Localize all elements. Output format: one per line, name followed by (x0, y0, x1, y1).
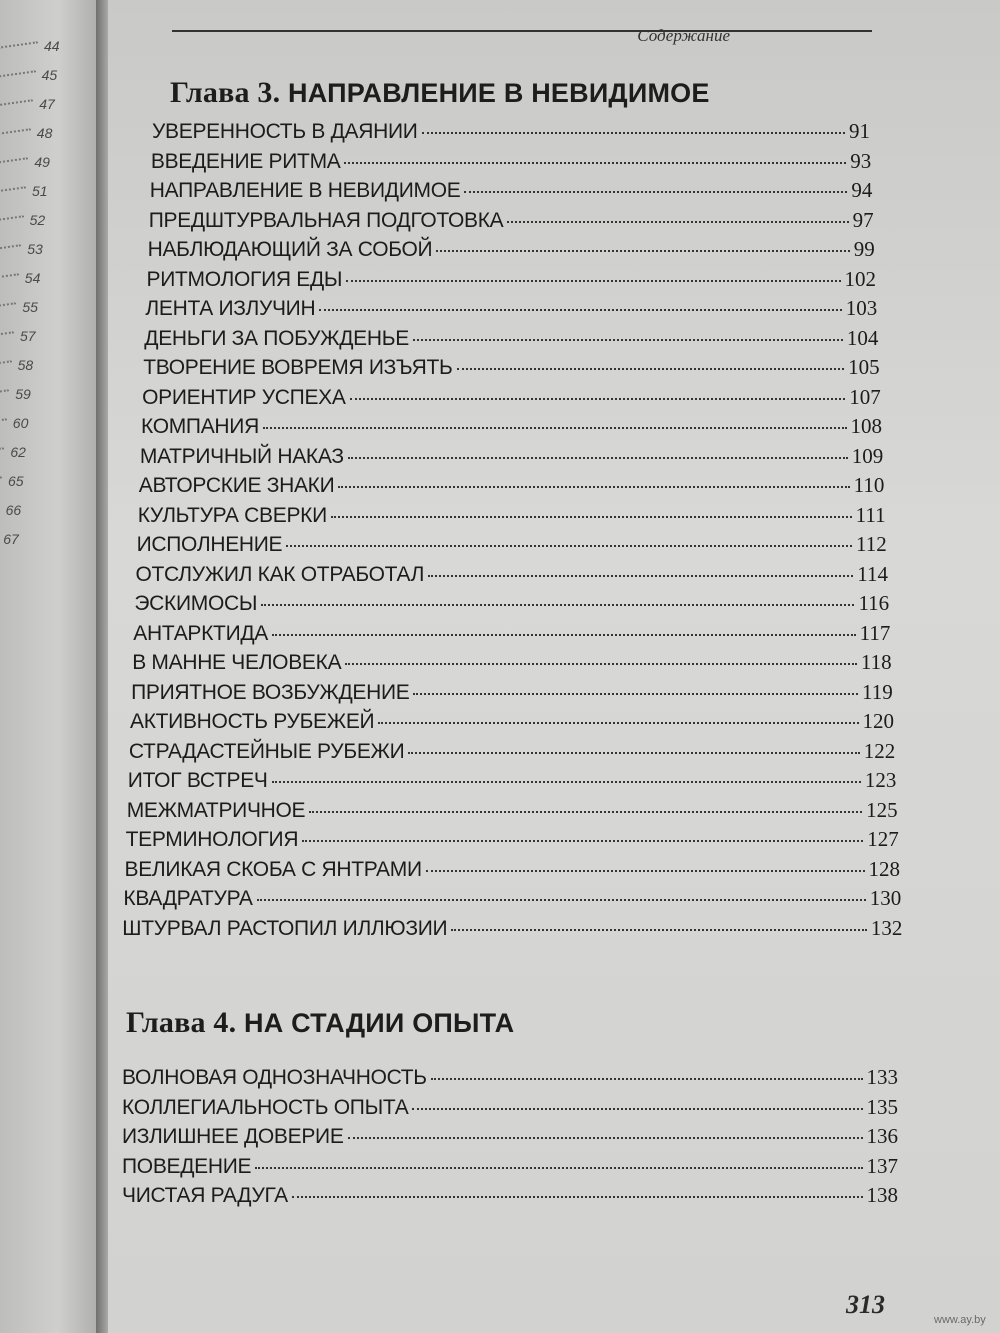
toc-entry-page: 109 (851, 443, 884, 468)
toc-entry (128, 767, 897, 794)
toc-entry-title: СТРАДАСТЕЙНЫЕ РУБЕЖИ (128, 739, 405, 763)
toc-entry (126, 826, 899, 853)
toc-entry (122, 1094, 898, 1121)
toc-entry (129, 738, 895, 765)
toc-entry (122, 1182, 898, 1209)
toc-entry-title: КОМПАНИЯ (141, 415, 259, 438)
toc-entry-title: ТВОРЕНИЕ ВОВРЕМЯ ИЗЪЯТЬ (143, 356, 453, 379)
chapter-3-title: НАПРАВЛЕНИЕ В НЕВИДИМОЕ (288, 78, 710, 108)
dot-leader (255, 1167, 862, 1169)
left-page-number: 59 (15, 386, 31, 402)
toc-entry-page: 97 (852, 207, 874, 232)
left-page-number: 47 (39, 96, 55, 112)
dot-leader (348, 1137, 863, 1139)
toc-entry-page: 107 (849, 384, 881, 409)
left-page-dot-leader (0, 70, 36, 78)
toc-entry-page: 111 (855, 502, 886, 527)
toc-entry (125, 856, 901, 883)
left-page-number: 49 (34, 154, 50, 170)
chapter-4-prefix: Глава 4. (126, 1006, 237, 1039)
dot-leader (272, 634, 856, 636)
dot-leader (428, 575, 853, 577)
toc-entry-page: 138 (866, 1183, 898, 1207)
left-page-number: 45 (41, 67, 58, 83)
toc-entry-title: ТЕРМИНОЛОГИЯ (125, 828, 299, 851)
toc-entry-page: 128 (868, 856, 900, 881)
toc-entry-title: УВЕРЕННОСТЬ В ДАЯНИИ (152, 120, 418, 143)
toc-entry (147, 266, 877, 293)
left-page-dot-leader (0, 418, 7, 426)
toc-entry-page: 137 (866, 1153, 898, 1178)
dot-leader (331, 516, 852, 518)
toc-entry-title: ЛЕНТА ИЗЛУЧИН (145, 297, 316, 320)
dot-leader (292, 1196, 863, 1198)
toc-entry-page: 120 (862, 709, 894, 733)
left-page-number: 52 (29, 212, 46, 228)
dot-leader (422, 132, 845, 134)
toc-entry-page: 122 (863, 738, 896, 763)
dot-leader (436, 250, 849, 252)
toc-entry-title: В МАННЕ ЧЕЛОВЕКА (132, 651, 342, 674)
toc-entry-title: КУЛЬТУРА СВЕРКИ (137, 503, 327, 527)
toc-entry (140, 443, 883, 470)
toc-entry-title: ЧИСТАЯ РАДУГА (122, 1184, 288, 1207)
toc-entry-title: ВЕЛИКАЯ СКОБА С ЯНТРАМИ (124, 857, 422, 881)
left-page-dot-leader (0, 360, 12, 368)
left-page-number: 55 (22, 299, 38, 315)
toc-entry (137, 531, 887, 558)
left-page-dot-leader (0, 99, 33, 107)
toc-entry (122, 1064, 898, 1091)
toc-entry (133, 620, 890, 647)
toc-entry-title: ЭСКИМОСЫ (134, 592, 258, 615)
toc-entry (123, 885, 901, 912)
left-page-dot-leader (0, 476, 2, 484)
left-page-dot-leader (0, 331, 14, 339)
dot-leader (451, 929, 867, 931)
toc-entry (151, 148, 871, 175)
toc-entry-title: ПРЕДШТУРВАЛЬНАЯ ПОДГОТОВКА (148, 208, 504, 232)
toc-entry (150, 177, 873, 204)
left-page-number: 57 (20, 328, 36, 344)
toc-entry-title: МАТРИЧНЫЙ НАКАЗ (139, 444, 344, 468)
left-page-dot-leader (0, 447, 4, 455)
toc-entry-title: НАБЛЮДАЮЩИЙ ЗА СОБОЙ (147, 238, 433, 261)
running-header-rule (172, 26, 872, 45)
toc-entry (149, 207, 874, 234)
toc-entry-title: ПОВЕДЕНИЕ (122, 1154, 252, 1178)
chapter-3-heading (170, 76, 710, 110)
toc-entry-page: 118 (860, 650, 892, 674)
toc-entry-page: 119 (862, 679, 893, 704)
toc-entry (145, 295, 877, 322)
left-page-number: 62 (10, 444, 26, 460)
dot-leader (408, 752, 859, 754)
dot-leader (426, 870, 865, 872)
dot-leader (272, 781, 861, 783)
dot-leader (412, 1108, 862, 1110)
left-page-dot-leader (0, 186, 26, 194)
toc-entry-page: 91 (849, 119, 870, 143)
left-page-number: 48 (36, 125, 53, 141)
left-page-number: 54 (24, 270, 41, 286)
page-number: 313 (846, 1290, 885, 1319)
left-page-dot-leader (0, 244, 21, 252)
left-page-number: 66 (5, 502, 22, 518)
watermark-text: www.ay.by (934, 1314, 986, 1326)
toc-entry-page: 116 (858, 591, 890, 615)
toc-entry-page: 114 (857, 561, 888, 586)
toc-entry-page: 105 (848, 355, 880, 379)
toc-entry-title: КВАДРАТУРА (123, 887, 253, 910)
toc-entry-title: ВВЕДЕНИЕ РИТМА (150, 149, 341, 173)
dot-leader (309, 811, 862, 813)
left-page-dot-leader (0, 215, 24, 223)
dot-leader (263, 427, 847, 429)
toc-page (108, 0, 1000, 1333)
toc-entry-page: 112 (856, 532, 887, 556)
toc-entry (142, 384, 881, 411)
dot-leader (286, 545, 852, 547)
toc-entry-page: 93 (850, 148, 872, 173)
toc-entry-page: 135 (866, 1094, 898, 1119)
toc-entry-title: ШТУРВАЛ РАСТОПИЛ ИЛЛЮЗИИ (122, 916, 448, 940)
left-page-dot-leader (0, 302, 16, 310)
left-page-dot-leader (0, 273, 19, 281)
dot-leader (261, 604, 854, 606)
left-page-number: 51 (32, 183, 48, 199)
toc-entry (132, 649, 891, 676)
toc-entry-title: КОЛЛЕГИАЛЬНОСТЬ ОПЫТА (122, 1095, 409, 1119)
toc-entry-page: 125 (866, 797, 898, 822)
running-header-title: Содержание (637, 26, 730, 45)
toc-entry (136, 561, 889, 588)
dot-leader (338, 486, 849, 488)
left-page-dot-leader (0, 41, 38, 49)
toc-entry-page: 104 (846, 325, 879, 350)
dot-leader (302, 840, 863, 842)
toc-entry (122, 915, 902, 942)
left-page-dot-leader (0, 128, 31, 136)
toc-entry (141, 413, 882, 440)
toc-entry-title: АВТОРСКИЕ ЗНАКИ (138, 474, 335, 497)
toc-entry-title: ОТСЛУЖИЛ КАК ОТРАБОТАЛ (135, 562, 425, 586)
toc-entry-title: ИТОГ ВСТРЕЧ (127, 769, 268, 792)
left-page-number: 65 (8, 473, 24, 489)
left-page-number: 60 (12, 415, 29, 431)
toc-entry (144, 325, 878, 352)
toc-entry-page: 133 (866, 1065, 898, 1089)
dot-leader (431, 1078, 863, 1080)
dot-leader (345, 663, 857, 665)
toc-entry-title: ДЕНЬГИ ЗА ПОБУЖДЕНЬЕ (144, 326, 409, 350)
toc-entry-title: ПРИЯТНОЕ ВОЗБУЖДЕНИЕ (131, 680, 410, 704)
dot-leader (348, 457, 848, 459)
dot-leader (344, 162, 846, 164)
dot-leader (350, 398, 846, 400)
toc-entry-page: 130 (869, 886, 902, 910)
toc-entry-page: 103 (845, 296, 878, 320)
toc-entry-page: 110 (853, 473, 885, 497)
toc-entry-title: АНТАРКТИДА (133, 621, 268, 645)
toc-entry-title: ИСПОЛНЕНИЕ (136, 533, 283, 556)
toc-entry-title: АКТИВНОСТЬ РУБЕЖЕЙ (130, 710, 375, 733)
toc-entry (143, 354, 879, 381)
toc-entry-title: ИЗЛИШНЕЕ ДОВЕРИЕ (122, 1125, 344, 1148)
toc-entry (122, 1123, 898, 1150)
book-gutter (96, 0, 108, 1333)
chapter-3-prefix: Глава 3. (170, 76, 281, 109)
toc-entry (122, 1153, 898, 1180)
dot-leader (464, 191, 847, 193)
toc-entry-title: ВОЛНОВАЯ ОДНОЗНАЧНОСТЬ (122, 1066, 427, 1089)
toc-entry (152, 118, 870, 145)
toc-entry-title: МЕЖМАТРИЧНОЕ (126, 798, 306, 822)
toc-entry-page: 99 (853, 237, 875, 261)
chapter-4-title: НА СТАДИИ ОПЫТА (244, 1008, 515, 1038)
dot-leader (507, 221, 848, 223)
left-page-number: 58 (17, 357, 34, 373)
toc-entry-title: ОРИЕНТИР УСПЕХА (142, 385, 346, 409)
dot-leader (257, 899, 866, 901)
toc-entry-page: 117 (859, 620, 891, 645)
toc-entry (148, 236, 875, 263)
toc-entry-title: НАПРАВЛЕНИЕ В НЕВИДИМОЕ (149, 179, 461, 202)
toc-entry (139, 472, 885, 499)
chapter-4-heading (126, 1006, 514, 1040)
toc-entry-page: 127 (867, 827, 899, 851)
toc-entry (131, 679, 893, 706)
toc-entry-page: 132 (870, 915, 903, 940)
left-facing-page (0, 0, 96, 1333)
toc-entry (127, 797, 898, 824)
toc-entry-page: 108 (850, 414, 882, 438)
dot-leader (378, 722, 858, 724)
dot-leader (457, 368, 845, 370)
left-page-number: 53 (27, 241, 43, 257)
toc-entry-page: 123 (864, 768, 897, 792)
toc-entry-page: 102 (844, 266, 876, 291)
left-page-dot-leader (0, 157, 28, 165)
toc-entry-page: 136 (866, 1124, 898, 1148)
dot-leader (413, 339, 843, 341)
toc-entry-title: РИТМОЛОГИЯ ЕДЫ (146, 267, 343, 291)
left-page-dot-leader (0, 389, 9, 397)
dot-leader (346, 280, 840, 282)
toc-entry (130, 708, 894, 735)
left-page-number: 44 (44, 38, 60, 54)
toc-entry-page: 94 (851, 178, 873, 202)
toc-entry (134, 590, 889, 617)
dot-leader (413, 693, 858, 695)
dot-leader (319, 309, 841, 311)
toc-entry (138, 502, 886, 529)
left-page-number: 67 (3, 531, 19, 547)
